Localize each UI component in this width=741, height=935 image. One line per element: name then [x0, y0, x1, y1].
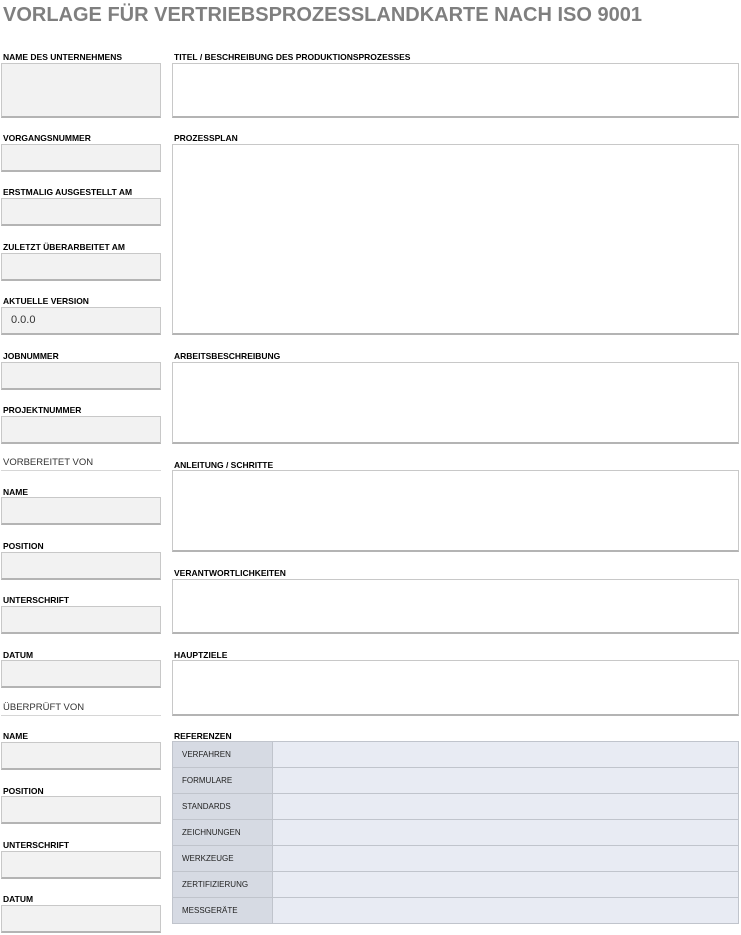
responsibilities-field[interactable]	[172, 579, 739, 634]
reviewed-name-label: NAME	[3, 731, 29, 741]
reviewed-date-label: DATUM	[3, 894, 34, 904]
reference-row	[173, 742, 739, 768]
reference-key: ZERTIFIZIERUNG	[173, 872, 273, 898]
process-title-label: TITEL / BESCHREIBUNG DES PRODUKTIONSPROZESSES	[174, 52, 411, 62]
first-issued-label: ERSTMALIG AUSGESTELLT AM	[3, 187, 133, 197]
prepared-position-field[interactable]	[1, 552, 161, 580]
page-title: VORLAGE FÜR VERTRIEBSPROZESSLANDKARTE NACH ISO 9001	[3, 4, 642, 26]
reference-key: FORMULARE	[173, 768, 273, 794]
job-number-field[interactable]	[1, 362, 161, 390]
reference-key: ZEICHNUNGEN	[173, 820, 273, 846]
process-plan-label: PROZESSPLAN	[174, 133, 238, 143]
instructions-label: ANLEITUNG / SCHRITTE	[174, 460, 274, 470]
prepared-name-field[interactable]	[1, 497, 161, 525]
reference-key: MESSGERÄTE	[173, 898, 273, 924]
reference-row	[173, 898, 739, 924]
main-goals-label: HAUPTZIELE	[174, 650, 228, 660]
reference-value[interactable]	[273, 820, 739, 846]
prepared-date-field[interactable]	[1, 660, 161, 688]
current-version-field[interactable]	[1, 307, 161, 335]
project-number-label: PROJEKTNUMMER	[3, 405, 82, 415]
company-name-label: NAME DES UNTERNEHMENS	[3, 52, 123, 62]
reference-row	[173, 768, 739, 794]
process-plan-field[interactable]	[172, 144, 739, 335]
reviewed-name-field[interactable]	[1, 742, 161, 770]
reviewed-position-label: POSITION	[3, 786, 44, 796]
current-version-value: 0.0.0	[11, 314, 36, 326]
process-number-field[interactable]	[1, 144, 161, 172]
main-goals-field[interactable]	[172, 660, 739, 716]
last-revised-label: ZULETZT ÜBERARBEITET AM	[3, 242, 125, 252]
reference-value[interactable]	[273, 898, 739, 924]
project-number-field[interactable]	[1, 416, 161, 444]
reference-value[interactable]	[273, 742, 739, 768]
prepared-position-label: POSITION	[3, 541, 44, 551]
reviewed-by-heading: ÜBERPRÜFT VON	[3, 702, 85, 713]
reference-row	[173, 820, 739, 846]
reference-value[interactable]	[273, 872, 739, 898]
company-name-field[interactable]	[1, 63, 161, 118]
prepared-name-label: NAME	[3, 487, 29, 497]
reference-key: VERFAHREN	[173, 742, 273, 768]
prepared-signature-field[interactable]	[1, 606, 161, 634]
reviewed-position-field[interactable]	[1, 796, 161, 824]
last-revised-field[interactable]	[1, 253, 161, 281]
reference-key: STANDARDS	[173, 794, 273, 820]
reviewed-signature-label: UNTERSCHRIFT	[3, 840, 70, 850]
responsibilities-label: VERANTWORTLICHKEITEN	[174, 568, 286, 578]
reviewed-by-divider	[1, 715, 161, 716]
reference-key: WERKZEUGE	[173, 846, 273, 872]
references-label: REFERENZEN	[174, 731, 232, 741]
prepared-signature-label: UNTERSCHRIFT	[3, 595, 70, 605]
reference-value[interactable]	[273, 794, 739, 820]
reviewed-date-field[interactable]	[1, 905, 161, 933]
current-version-label: AKTUELLE VERSION	[3, 296, 89, 306]
job-description-field[interactable]	[172, 362, 739, 444]
prepared-by-divider	[1, 470, 161, 471]
process-number-label: VORGANGSNUMMER	[3, 133, 91, 143]
reference-value[interactable]	[273, 846, 739, 872]
job-number-label: JOBNUMMER	[3, 351, 59, 361]
reference-row	[173, 872, 739, 898]
reference-value[interactable]	[273, 768, 739, 794]
job-description-label: ARBEITSBESCHREIBUNG	[174, 351, 281, 361]
instructions-field[interactable]	[172, 470, 739, 552]
reference-row	[173, 794, 739, 820]
process-title-field[interactable]	[172, 63, 739, 118]
prepared-date-label: DATUM	[3, 650, 34, 660]
first-issued-field[interactable]	[1, 198, 161, 226]
reviewed-signature-field[interactable]	[1, 851, 161, 879]
reference-row	[173, 846, 739, 872]
references-table	[172, 741, 739, 924]
prepared-by-heading: VORBEREITET VON	[3, 457, 94, 468]
